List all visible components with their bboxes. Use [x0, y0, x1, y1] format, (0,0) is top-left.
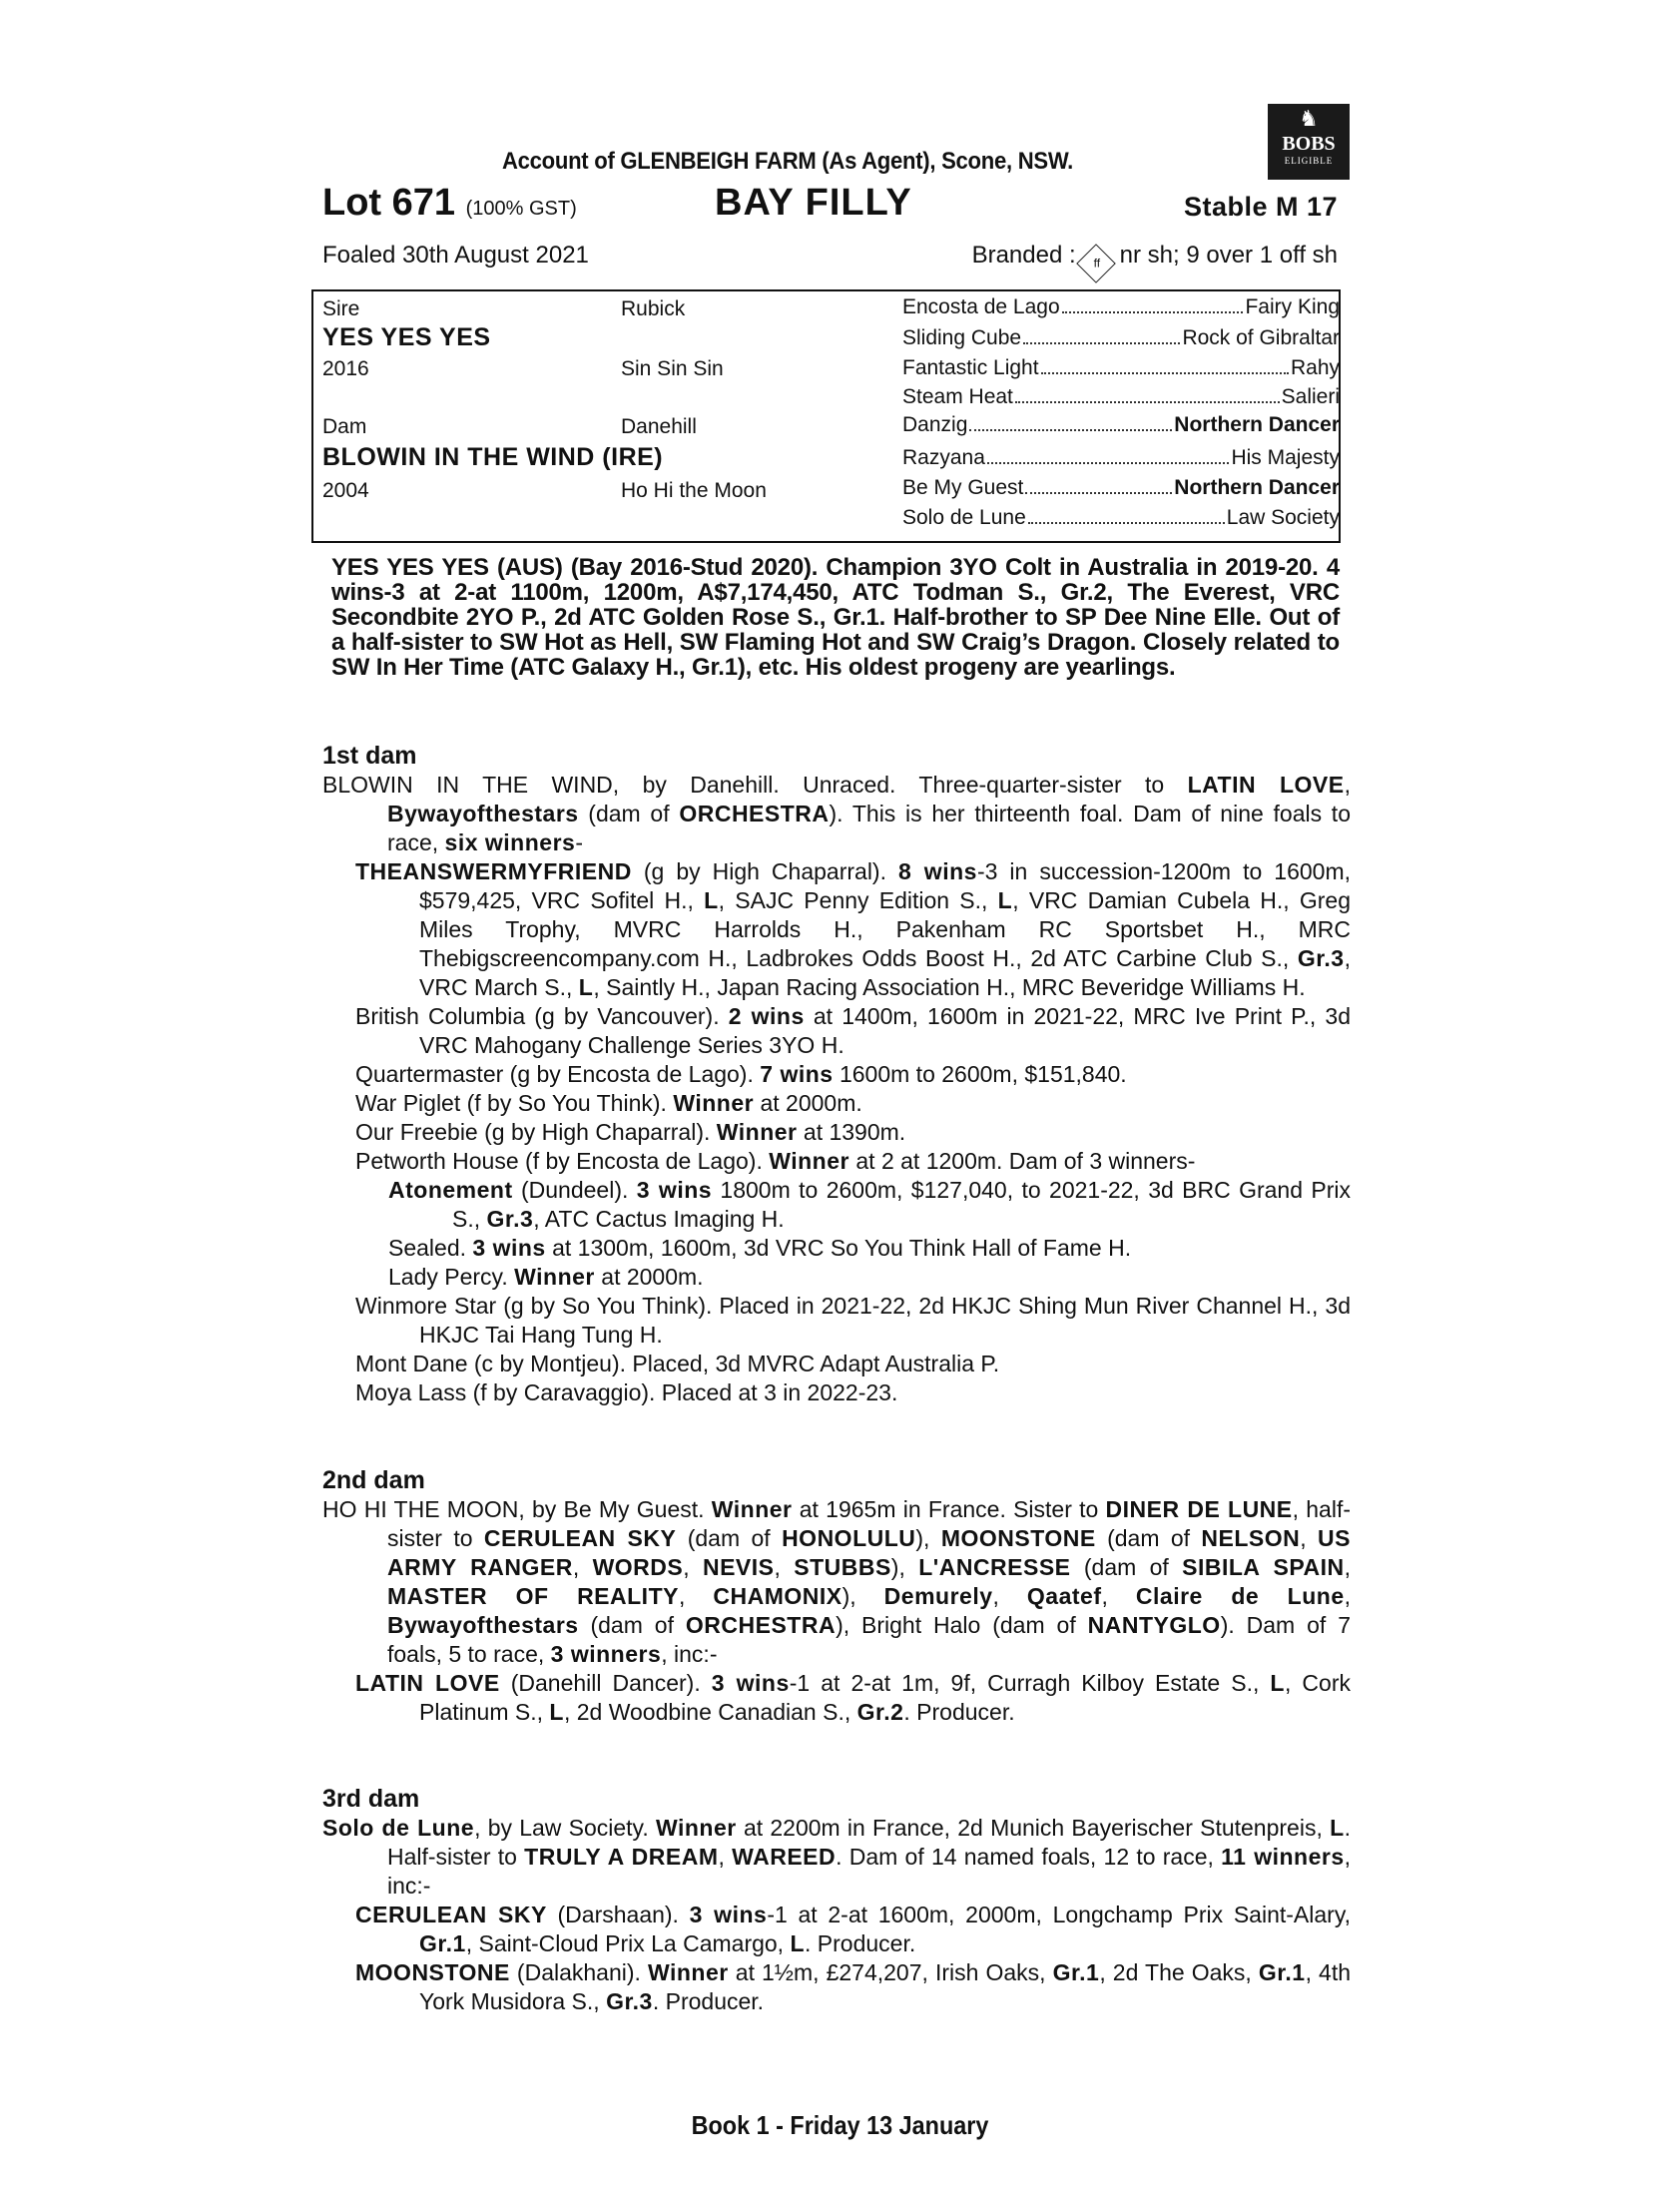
- branded-value: nr sh; 9 over 1 off sh: [1119, 242, 1338, 269]
- foaled-date: Foaled 30th August 2021: [322, 242, 589, 269]
- grand-progeny-entry: Sealed. 3 wins at 1300m, 1600m, 3d VRC So You Think Hall of Fame H.: [388, 1235, 1132, 1261]
- dam-paragraph: BLOWIN IN THE WIND, by Danehill. Unraced. Three-quarter-sister to LATIN LOVE, Bywayofthestars (dam of ORCHESTRA). This is her thirteenth foal. Dam of nine foals to race, six winners-: [322, 772, 1352, 855]
- dam-paragraph: Solo de Lune, by Law Society. Winner at 2200m in France, 2d Munich Bayerischer Stutenpreis, L. Half-sister to TRULY A DREAM, WAREED. Dam of 14 named foals, 12 to race, 11 winners, inc:-: [322, 1815, 1352, 1899]
- grand-progeny-entry: Lady Percy. Winner at 2000m.: [388, 1264, 704, 1290]
- page-footer: Book 1 - Friday 13 January: [691, 2110, 989, 2140]
- progeny-entry: Winmore Star (g by So You Think). Placed in 2021-22, 2d HKJC Shing Mun River Channel H., 3d HKJC Tai Hang Tung H.: [355, 1293, 1351, 1348]
- grandparent-row: Razyana His Majesty: [902, 446, 1340, 469]
- progeny-entry: Quartermaster (g by Encosta de Lago). 7 wins 1600m to 2600m, $151,840.: [355, 1061, 1127, 1087]
- stable-number: Stable M 17: [1183, 192, 1338, 222]
- progeny-entry: THEANSWERMYFRIEND (g by High Chaparral). 8 wins-3 in succession-1200m to 1600m, $579,425, VRC Sofitel H., L, SAJC Penny Edition S., L, VRC Damian Cubela H., Greg Miles Trophy, MVRC Harrolds H., Pakenham RC Sportsbet H., MRC Thebigscreencompany.com H., Ladbrokes Odds Boost H., 2d ATC Carbine Club S., Gr.3, VRC March S., L, Saintly H., Japan Racing Association H., MRC Beveridge Williams H.: [355, 858, 1351, 1000]
- grandparent-row: Danzig Northern Dancer: [902, 413, 1340, 436]
- sire-label: Sire: [322, 297, 360, 320]
- bobs-eligible-logo: [1268, 104, 1350, 180]
- progeny-entry: CERULEAN SKY (Darshaan). 3 wins-1 at 2-at 1600m, 2000m, Longchamp Prix Saint-Alary, Gr.1, Saint-Cloud Prix La Camargo, L. Producer.: [355, 1902, 1352, 1956]
- horse-description: BAY FILLY: [715, 182, 912, 224]
- dam-dam: Ho Hi the Moon: [621, 479, 767, 502]
- horse-icon: ♞: [1299, 106, 1319, 131]
- second-dam-section: [322, 1465, 1351, 1727]
- progeny-entry: Our Freebie (g by High Chaparral). Winner at 1390m.: [355, 1119, 906, 1145]
- dam-label: Dam: [322, 415, 367, 438]
- progeny-entry: LATIN LOVE (Danehill Dancer). 3 wins-1 at 2-at 1m, 9f, Curragh Kilboy Estate S., L, Cork Platinum S., L, 2d Woodbine Canadian S., Gr.2. Producer.: [355, 1670, 1351, 1725]
- brand-mark-icon: ff: [1076, 244, 1116, 283]
- dam-paragraph: HO HI THE MOON, by Be My Guest. Winner at 1965m in France. Sister to DINER DE LUNE, half-sister to CERULEAN SKY (dam of HONOLULU), MOONSTONE (dam of NELSON, US ARMY RANGER, WORDS, NEVIS, STUBBS), L'ANCRESSE (dam of SIBILA SPAIN, MASTER OF REALITY, CHAMONIX), Demurely, Qaatef, Claire de Lune, Bywayofthestars (dam of ORCHESTRA), Bright Halo (dam of NANTYGLO). Dam of 7 foals, 5 to race, 3 winners, inc:-: [322, 1496, 1352, 1667]
- grandparent-row: Solo de Lune Law Society: [902, 506, 1340, 529]
- sire-sire: Rubick: [621, 297, 686, 320]
- sire-name: YES YES YES: [322, 323, 491, 351]
- vendor-account: Account of GLENBEIGH FARM (As Agent), Scone, NSW.: [502, 148, 1074, 175]
- dam-year: 2004: [322, 479, 369, 502]
- sire-summary: YES YES YES (AUS) (Bay 2016-Stud 2020). Champion 3YO Colt in Australia in 2019-20. 4 wins-3 at 2-at 1100m, 1200m, A$7,174,450, ATC Todman S., Gr.2, The Everest, VRC Secondbite 2YO P., 2d ATC Golden Rose S., Gr.1. Half-brother to SP Dee Nine Elle. Out of a half-sister to SW Hot as Hell, SW Flaming Hot and SW Craig’s Dragon. Closely related to SW In Her Time (ATC Galaxy H., Gr.1), etc. His oldest progeny are yearlings.: [331, 554, 1340, 681]
- grandparent-row: Encosta de Lago Fairy King: [902, 295, 1340, 318]
- progeny-entry: Moya Lass (f by Caravaggio). Placed at 3 in 2022-23.: [355, 1379, 898, 1405]
- grandparent-row: Fantastic Light Rahy: [902, 356, 1340, 379]
- grandparent-row: Be My Guest Northern Dancer: [902, 476, 1340, 499]
- gst-note: (100% GST): [465, 198, 577, 220]
- brand-info: [972, 242, 1338, 277]
- logo-text: BOBS: [1282, 133, 1336, 155]
- sire-dam: Sin Sin Sin: [621, 357, 724, 380]
- grandparent-row: Steam Heat Salieri: [902, 385, 1340, 408]
- logo-subtext: ELIGIBLE: [1284, 156, 1334, 166]
- dam-sire: Danehill: [621, 415, 697, 438]
- third-dam-section: [322, 1784, 1351, 2016]
- progeny-entry: British Columbia (g by Vancouver). 2 wins at 1400m, 1600m in 2021-22, MRC Ive Print P., 3d VRC Mahogany Challenge Series 3YO H.: [355, 1003, 1351, 1058]
- first-dam-section: [322, 741, 1351, 1407]
- grandparent-row: Sliding Cube Rock of Gibraltar: [902, 326, 1340, 349]
- lot-number: [322, 182, 577, 225]
- section-heading: 3rd dam: [322, 1785, 420, 1813]
- progeny-entry: Petworth House (f by Encosta de Lago). Winner at 2 at 1200m. Dam of 3 winners-: [355, 1148, 1196, 1174]
- dam-name: BLOWIN IN THE WIND (IRE): [322, 443, 664, 471]
- progeny-entry: MOONSTONE (Dalakhani). Winner at 1½m, £274,207, Irish Oaks, Gr.1, 2d The Oaks, Gr.1, 4th York Musidora S., Gr.3. Producer.: [355, 1959, 1352, 2014]
- branded-label: Branded :: [971, 242, 1076, 269]
- pedigree-table: [311, 289, 1341, 543]
- sire-year: 2016: [322, 357, 369, 380]
- progeny-entry: Mont Dane (c by Montjeu). Placed, 3d MVRC Adapt Australia P.: [355, 1351, 1000, 1376]
- section-heading: 2nd dam: [322, 1466, 425, 1494]
- section-heading: 1st dam: [322, 742, 417, 770]
- progeny-entry: War Piglet (f by So You Think). Winner at 2000m.: [355, 1090, 862, 1116]
- grand-progeny-entry: Atonement (Dundeel). 3 wins 1800m to 2600m, $127,040, to 2021-22, 3d BRC Grand Prix S., Gr.3, ATC Cactus Imaging H.: [388, 1177, 1351, 1232]
- lot-label: Lot 671: [322, 182, 456, 224]
